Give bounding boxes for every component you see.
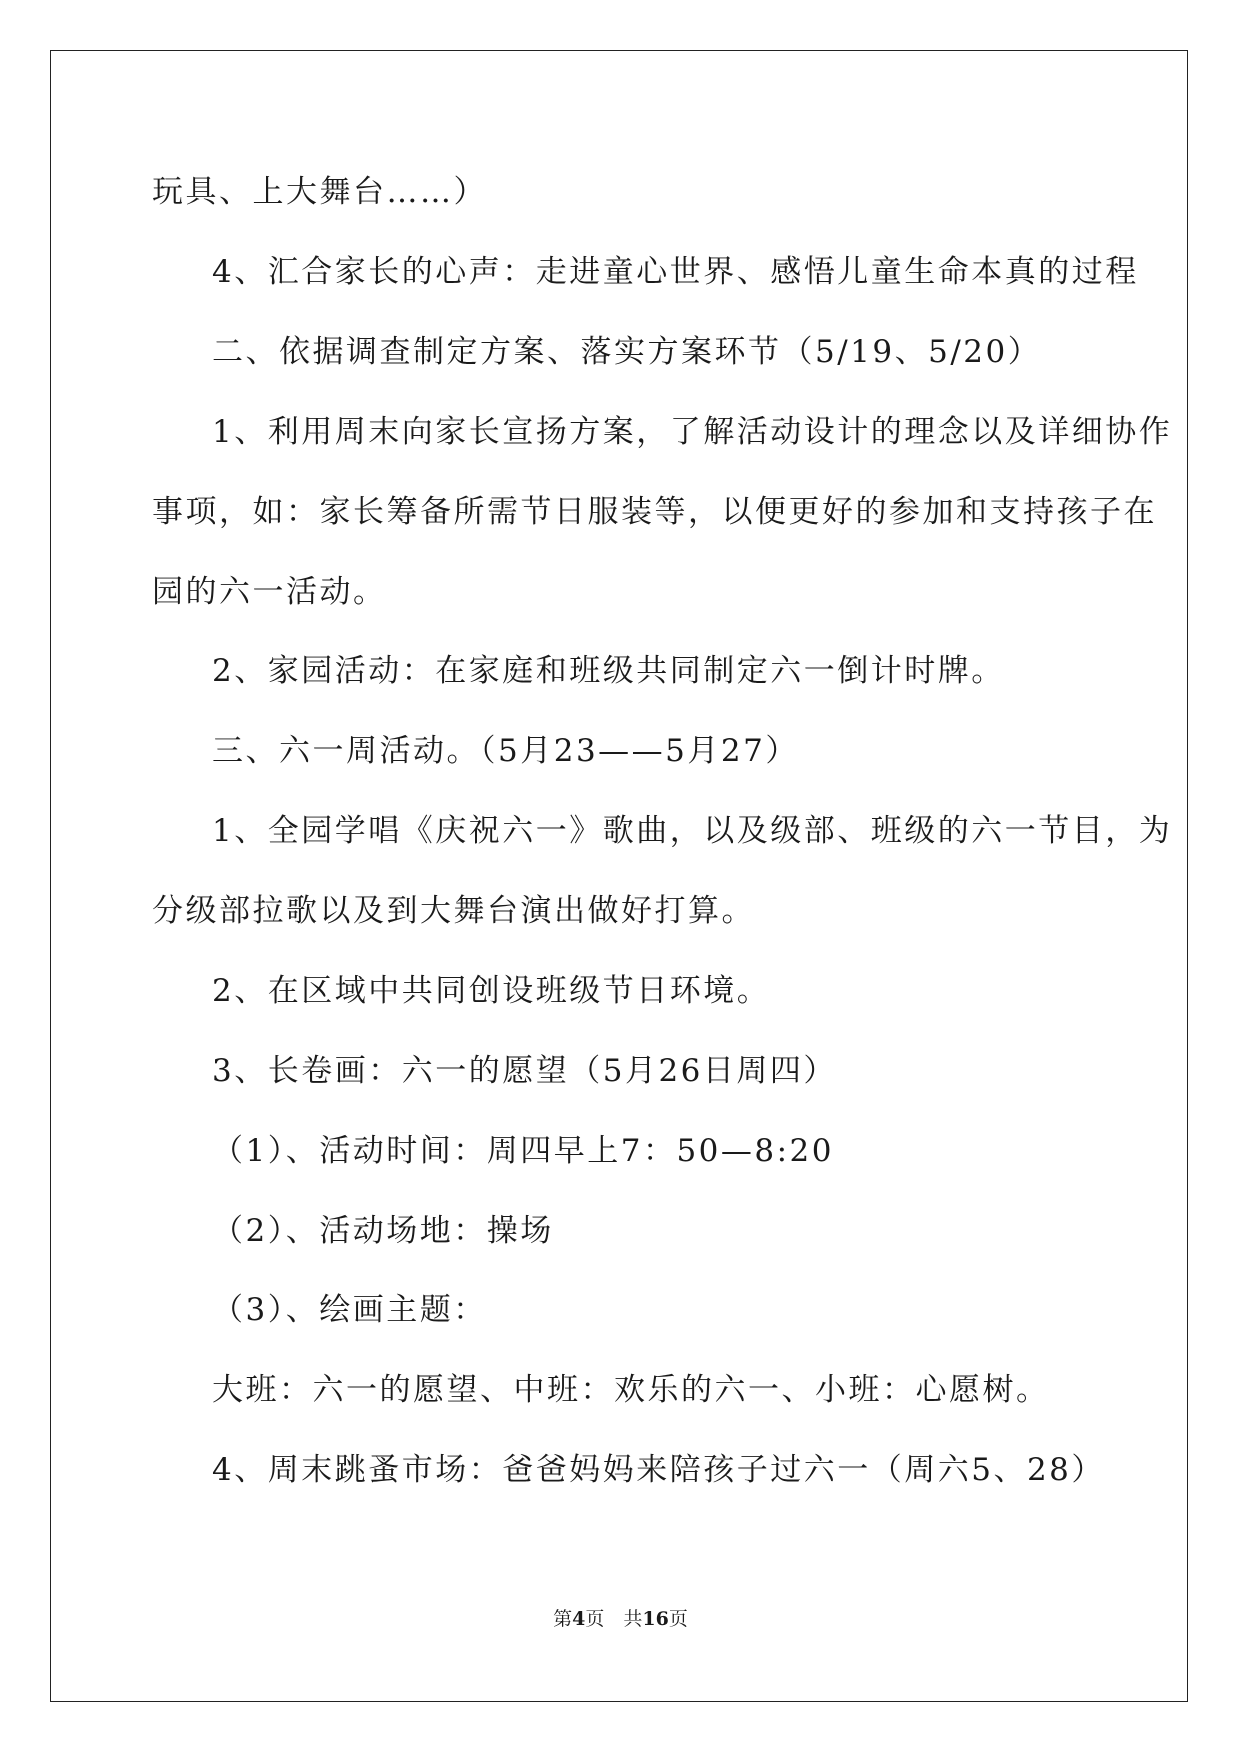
- text-line: 1、利用周末向家长宣扬方案，了解活动设计的理念以及详细协作: [212, 414, 1173, 450]
- text-line: （3）、绘画主题：: [212, 1292, 487, 1328]
- text-line: 4、周末跳蚤市场：爸爸妈妈来陪孩子过六一（周六5、28）: [212, 1452, 1105, 1488]
- footer-prefix: 第: [553, 1608, 573, 1630]
- text-line: 大班：六一的愿望、中班：欢乐的六一、小班：心愿树。: [212, 1372, 1050, 1408]
- footer-total-pages: 16: [642, 1608, 669, 1630]
- text-line: 1、全园学唱《庆祝六一》歌曲，以及级部、班级的六一节目，为: [212, 813, 1173, 849]
- text-line: （1）、活动时间：周四早上7：50—8:20: [212, 1133, 835, 1169]
- text-line: 3、长卷画：六一的愿望（5月26日周四）: [212, 1053, 837, 1089]
- footer-page-number: 4: [572, 1608, 586, 1630]
- text-line: 2、家园活动：在家庭和班级共同制定六一倒计时牌。: [212, 653, 1005, 689]
- text-line: 事项，如：家长筹备所需节日服装等，以便更好的参加和支持孩子在: [152, 494, 1157, 530]
- text-line: 分级部拉歌以及到大舞台演出做好打算。: [152, 893, 755, 929]
- text-line: 三、六一周活动。（5月23——5月27）: [212, 733, 799, 769]
- footer-mid: 页 共: [585, 1608, 643, 1630]
- page-footer: [0, 1607, 1241, 1631]
- text-line: 4、汇合家长的心声：走进童心世界、感悟儿童生命本真的过程: [212, 254, 1139, 290]
- text-line: 玩具、上大舞台……）: [152, 174, 487, 210]
- text-line: 园的六一活动。: [152, 574, 387, 610]
- text-line: 二、依据调查制定方案、落实方案环节（5/19、5/20）: [212, 334, 1042, 370]
- footer-suffix: 页: [668, 1608, 688, 1630]
- text-line: 2、在区域中共同创设班级节日环境。: [212, 973, 771, 1009]
- text-line: （2）、活动场地：操场: [212, 1213, 554, 1249]
